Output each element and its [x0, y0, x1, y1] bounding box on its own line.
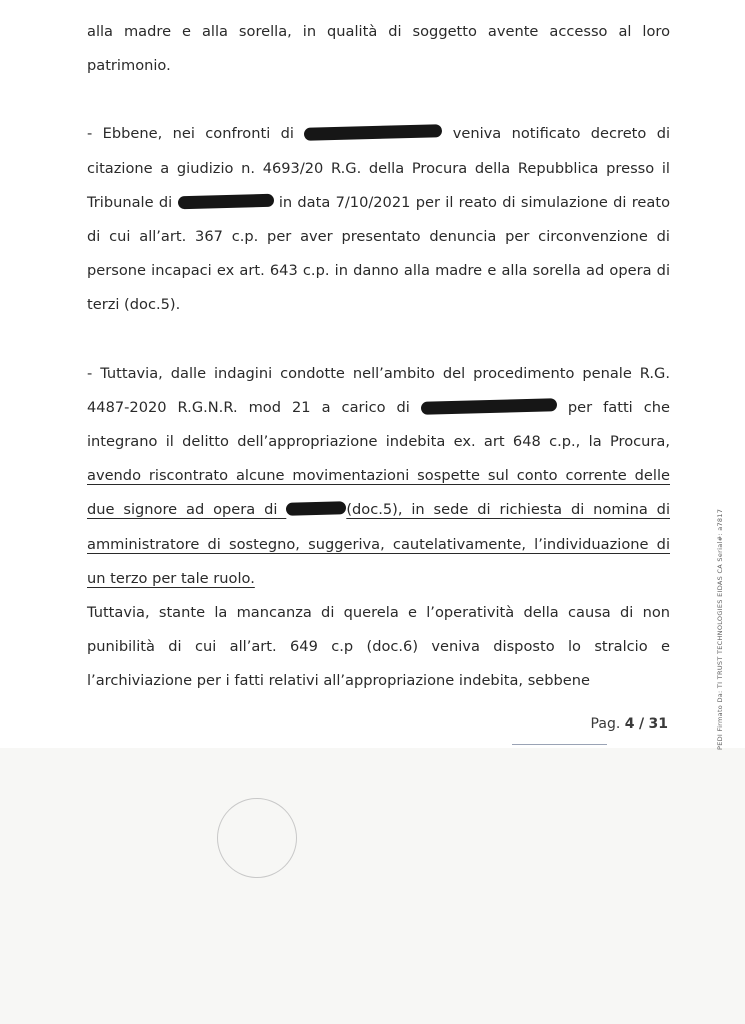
- redacted-name: [286, 502, 346, 517]
- paragraph-1: alla madre e alla sorella, in qualità di soggetto avente accesso al loro patrimonio.: [87, 23, 670, 75]
- paragraph-2: [87, 117, 670, 322]
- page-number: 4: [624, 716, 635, 732]
- paragraph-4: Tuttavia, stante la mancanza di querela e l’operatività della causa di non punibilità di cui all’art. 649 c.p (doc.6) veniva disposto lo stralcio e l’archiviazione per i fatti relativi all’appropriazione indebita, sebbene: [87, 604, 670, 690]
- paragraph-3-part-d: (doc.5), in sede di richiesta di nomina di amministratore di sostegno, suggeriva, cautelativamente, l’individuazione di un terzo per tale ruolo.: [87, 501, 670, 587]
- redacted-place: [177, 194, 273, 210]
- footer-divider: [512, 744, 607, 745]
- paragraph-2-part-c: in data 7/10/2021 per il reato di simulazione di reato di cui all’art. 367 c.p. per aver presentato denuncia per circonvenzione di persone incapaci ex art. 643 c.p. in danno alla madre e alla sorella ad opera di terzi (doc.5).: [87, 193, 671, 314]
- paragraph-3: [87, 357, 670, 596]
- scan-artifact-circle: [217, 798, 297, 878]
- page-separator: /: [638, 716, 645, 732]
- digital-signature-note: PEDI Firmato Da: TI TRUST TECHNOLOGIES EIDAS CA Serial#: a7817: [716, 508, 724, 750]
- redacted-name: [421, 398, 557, 415]
- page-label: Pag.: [590, 716, 621, 732]
- document-body: [87, 15, 670, 699]
- paragraph-3-part-b: per fatti che integrano il delitto dell’appropriazione indebita ex. art 648 c.p., la Procura,: [87, 398, 670, 451]
- paragraph-2-part-a: - Ebbene, nei confronti di: [87, 125, 294, 143]
- total-pages: 31: [648, 716, 668, 732]
- paragraph-3-part-c: avendo riscontrato alcune movimentazioni sospette sul conto corrente delle due signore ad opera di: [87, 467, 670, 519]
- paragraph-3-part-a: - Tuttavia, dalle indagini condotte nell’ambito del procedimento penale R.G. 4487-2020 R.G.N.R. mod 21 a carico di: [87, 364, 670, 416]
- page-footer: [591, 716, 668, 732]
- paragraph-2-part-b: veniva notificato decreto di citazione a giudizio n. 4693/20 R.G. della Procura della Repubblica presso il Tribunale di: [87, 125, 671, 211]
- redacted-name: [304, 125, 442, 142]
- underlined-passage: [87, 467, 670, 587]
